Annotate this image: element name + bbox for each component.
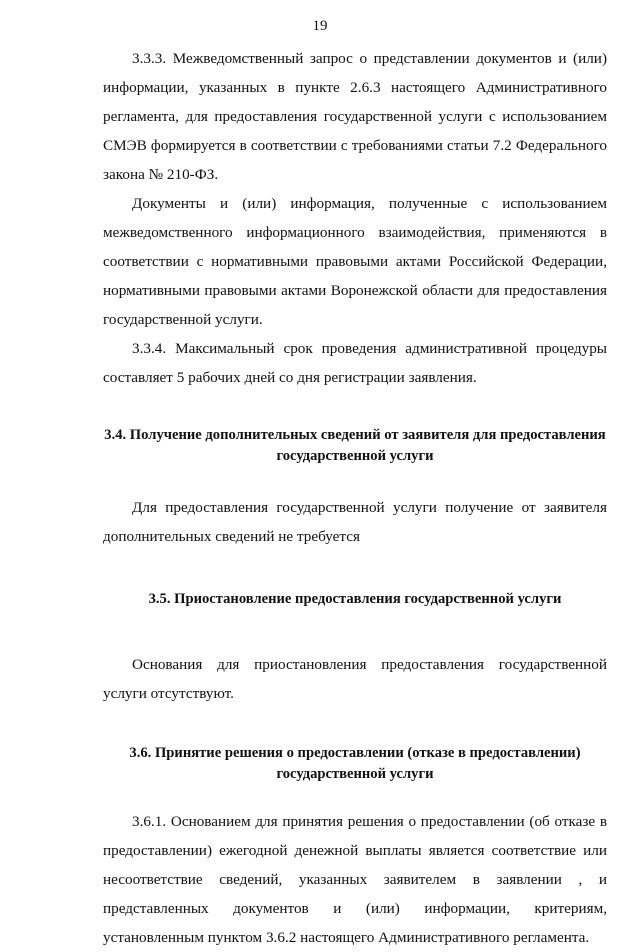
paragraph-3-3-3: 3.3.3. Межведомственный запрос о представлении документов и (или) информации, указанных в пункте 2.6.3 настоящего Административного регламента, для предоставления государственной услуги с использованием СМЭВ формируется в соответствии с требованиями статьи 7.2 Федерального закона № 210-ФЗ.	[103, 50, 607, 183]
paragraph-3-4: Для предоставления государственной услуги получение от заявителя дополнительных сведений не требуется	[103, 499, 607, 545]
paragraph-documents-info: Документы и (или) информация, полученные с использованием межведомственного информационного взаимодействия, применяются в соответствии с нормативными правовыми актами Российской Федерации, нормативными правовыми актами Воронежской области для предоставления государственной услуги.	[103, 195, 607, 328]
paragraph-3-3-4: 3.3.4. Максимальный срок проведения административной процедуры составляет 5 рабочих дней со дня регистрации заявления.	[103, 340, 607, 386]
page-number: 19	[312, 18, 328, 34]
section-heading-3-6: 3.6. Принятие решения о предоставлении (отказе в предоставлении) государственной услуги	[129, 745, 581, 782]
section-heading-3-5: 3.5. Приостановление предоставления государственной услуги	[148, 591, 562, 607]
paragraph-3-6-1: 3.6.1. Основанием для принятия решения о предоставлении (об отказе в предоставлении) ежегодной денежной выплаты является соответствие или несоответствие сведений, указанных заявителем в заявлении , и представленных документов и (или) информации, критериям, установленным пунктом 3.6.2 настоящего Административного регламента.	[103, 813, 607, 946]
section-heading-3-4: 3.4. Получение дополнительных сведений от заявителя для предоставления государственной услуги	[104, 427, 606, 464]
document-body	[103, 44, 607, 952]
paragraph-3-5: Основания для приостановления предоставления государственной услуги отсутствуют.	[103, 656, 607, 702]
